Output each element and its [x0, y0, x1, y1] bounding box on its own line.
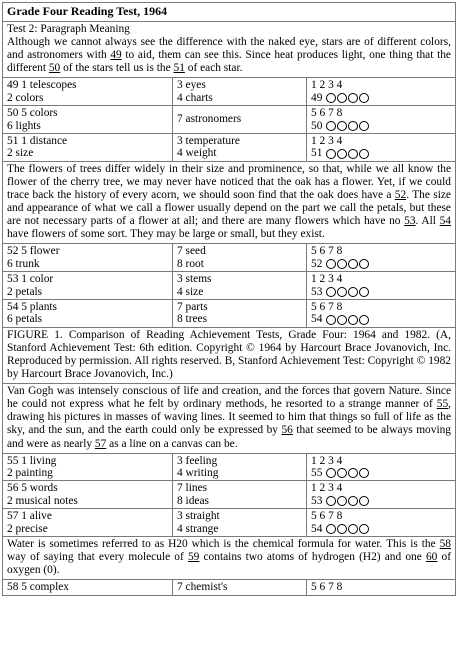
- answer-bubble[interactable]: [359, 259, 369, 269]
- answer-bubble[interactable]: [326, 287, 336, 297]
- option-text: 55 1 living: [7, 454, 57, 467]
- answer-bubble[interactable]: [359, 524, 369, 534]
- answer-bubble[interactable]: [348, 315, 358, 325]
- answer-bubble[interactable]: [337, 149, 347, 159]
- figure-caption: FIGURE 1. Comparison of Reading Achievement Tests, Grade Four: 1964 and 1982. (A, Stanford Achievement Test: 6th edition. Copyright © 1964 by Harcourt Brace Jovanovich, Inc. Reproduced by permission. All rights reserved. B, Stanford Achievement Test: Copyright © 1982 by Harcourt Brace Jovanovich, Inc.): [3, 328, 455, 384]
- answer-numbers: 1 2 3 4: [311, 135, 343, 147]
- answer-bubbles[interactable]: [326, 287, 370, 297]
- answer-bubble[interactable]: [326, 259, 336, 269]
- option-text: 6 petals: [7, 313, 43, 326]
- blank-49: 49: [110, 49, 122, 62]
- question-row-50: [3, 106, 455, 134]
- passage-4: Water is sometimes referred to as H20 which is the chemical formula for water. This is the 58 way of saying that every molecule of 59 contains two atoms of hydrogen (H2) and one 60 of oxygen (0).: [3, 537, 455, 580]
- option-text: 2 painting: [7, 467, 53, 480]
- answer-bubble[interactable]: [359, 496, 369, 506]
- question-number: 54: [311, 522, 323, 535]
- answer-bubble[interactable]: [348, 468, 358, 478]
- blank-56: 56: [281, 424, 293, 437]
- answer-bubble[interactable]: [337, 287, 347, 297]
- option-text: 7 chemist's: [177, 581, 228, 594]
- option-text: 49 1 telescopes: [7, 79, 77, 92]
- question-number: 53: [311, 494, 323, 507]
- answer-bubble[interactable]: [348, 259, 358, 269]
- answer-bubble[interactable]: [326, 121, 336, 131]
- option-text: 53 1 color: [7, 273, 54, 286]
- option-text: 50 5 colors: [7, 107, 58, 120]
- option-text: 2 precise: [7, 522, 48, 535]
- blank-58: 58: [439, 538, 451, 551]
- answer-numbers: 1 2 3 4: [311, 482, 343, 495]
- option-text: 4 strange: [177, 522, 219, 535]
- question-row-51: [3, 134, 455, 162]
- option-text: 7 astronomers: [177, 113, 242, 126]
- answer-bubble[interactable]: [326, 93, 336, 103]
- option-text: 8 ideas: [177, 494, 209, 507]
- answer-numbers: 1 2 3 4: [311, 273, 343, 286]
- question-row-58: [3, 580, 455, 594]
- answer-bubbles[interactable]: [326, 149, 370, 159]
- option-text: 6 lights: [7, 119, 41, 132]
- page-title: Grade Four Reading Test, 1964: [3, 3, 455, 22]
- answer-bubble[interactable]: [348, 496, 358, 506]
- answer-bubble[interactable]: [359, 468, 369, 478]
- option-text: 7 parts: [177, 301, 208, 313]
- answer-bubble[interactable]: [359, 121, 369, 131]
- question-row-57: [3, 509, 455, 537]
- option-text: 6 trunk: [7, 257, 40, 270]
- test-label: Test 2: Paragraph Meaning: [7, 23, 130, 35]
- question-number: 51: [311, 147, 323, 160]
- answer-bubble[interactable]: [348, 524, 358, 534]
- question-number: 49: [311, 91, 323, 104]
- question-number: 50: [311, 119, 323, 132]
- answer-numbers: 5 6 7 8: [311, 581, 343, 594]
- answer-bubble[interactable]: [359, 287, 369, 297]
- option-text: 2 petals: [7, 285, 43, 298]
- answer-bubble[interactable]: [337, 468, 347, 478]
- answer-bubble[interactable]: [337, 315, 347, 325]
- option-text: 3 stems: [177, 273, 212, 286]
- answer-bubble[interactable]: [337, 496, 347, 506]
- option-text: 3 feeling: [177, 454, 218, 467]
- question-number: 53: [311, 285, 323, 298]
- option-text: 4 size: [177, 285, 204, 298]
- answer-bubbles[interactable]: [326, 315, 370, 325]
- answer-bubble[interactable]: [337, 93, 347, 103]
- answer-numbers: 1 2 3 4: [311, 454, 343, 467]
- blank-57: 57: [94, 437, 107, 450]
- blank-60: 60: [425, 551, 438, 564]
- option-text: 4 weight: [177, 147, 217, 160]
- option-text: 56 5 words: [7, 482, 58, 495]
- answer-bubble[interactable]: [348, 93, 358, 103]
- answer-bubble[interactable]: [326, 315, 336, 325]
- question-row-52: [3, 244, 455, 272]
- blank-50: 50: [48, 62, 61, 75]
- passage-3: Van Gogh was intensely conscious of life and creation, and the forces that govern Nature. Since he could not express what he felt by ordinary methods, he resorted to a strange manner of 55, drawing his pictures in masses of waving lines. It seemed to him that things so full of life as the sky, and the sun, and the earth could only be expressed by 56 that seemed to be always moving and were as nearly 57 as a line on a canvas can be.: [3, 384, 455, 453]
- option-text: 3 straight: [177, 510, 220, 523]
- option-text: 2 musical notes: [7, 494, 78, 507]
- question-row-56: [3, 481, 455, 509]
- question-row-55: [3, 454, 455, 482]
- passage-2: The flowers of trees differ widely in their size and prominence, so that, while we all know the flower of the cherry tree, we may never have noticed that the oak has a flower. Yet, if we could trace back the history of every acorn, we should soon find that the oak does have a 52. The size and appearance of what we call a flower usually depend on the part we call the petals, but these are not necessary parts of a flower at all; and there are many flowers which have no 53. All 54 have flowers of some sort. They may be large or small, but they exist.: [3, 162, 455, 245]
- answer-bubble[interactable]: [326, 149, 336, 159]
- option-text: 8 root: [177, 257, 204, 270]
- option-text: 52 5 flower: [7, 245, 60, 258]
- option-text: 51 1 distance: [7, 135, 68, 147]
- option-text: 4 charts: [177, 91, 213, 104]
- answer-numbers: 5 6 7 8: [311, 510, 343, 523]
- answer-bubbles[interactable]: [326, 259, 370, 269]
- answer-bubble[interactable]: [326, 468, 336, 478]
- answer-numbers: 5 6 7 8: [311, 245, 343, 258]
- blank-59: 59: [187, 551, 200, 564]
- answer-numbers: 1 2 3 4: [311, 79, 343, 92]
- option-text: 58 5 complex: [7, 581, 70, 594]
- answer-bubble[interactable]: [348, 149, 358, 159]
- blank-53: 53: [404, 215, 416, 228]
- answer-bubble[interactable]: [337, 259, 347, 269]
- answer-bubble[interactable]: [359, 93, 369, 103]
- answer-bubble[interactable]: [326, 496, 336, 506]
- answer-bubbles[interactable]: [326, 524, 370, 534]
- answer-bubble[interactable]: [359, 149, 369, 159]
- answer-bubbles[interactable]: [326, 121, 370, 131]
- option-text: 7 seed: [177, 245, 206, 258]
- option-text: 3 temperature: [177, 135, 240, 147]
- answer-bubbles[interactable]: [326, 496, 370, 506]
- question-row-54: [3, 300, 455, 328]
- answer-numbers: 5 6 7 8: [311, 107, 343, 120]
- answer-bubble[interactable]: [359, 315, 369, 325]
- blank-52: 52: [394, 189, 407, 201]
- question-number: 54: [311, 313, 323, 326]
- answer-bubble[interactable]: [337, 121, 347, 131]
- answer-bubble[interactable]: [326, 524, 336, 534]
- question-number: 55: [311, 467, 323, 480]
- blank-54: 54: [439, 215, 451, 228]
- reading-test-page: [2, 2, 456, 596]
- blank-51: 51: [173, 62, 185, 75]
- answer-bubble[interactable]: [337, 524, 347, 534]
- option-text: 2 size: [7, 147, 34, 160]
- option-text: 7 lines: [177, 482, 208, 495]
- blank-55: 55: [436, 398, 449, 411]
- option-text: 57 1 alive: [7, 510, 52, 523]
- option-text: 3 eyes: [177, 79, 206, 92]
- option-text: 2 colors: [7, 91, 44, 104]
- answer-bubbles[interactable]: [326, 93, 370, 103]
- answer-numbers: 5 6 7 8: [311, 301, 343, 313]
- answer-bubbles[interactable]: [326, 468, 370, 478]
- question-number: 52: [311, 257, 323, 270]
- answer-bubble[interactable]: [348, 121, 358, 131]
- option-text: 8 trees: [177, 313, 208, 326]
- question-row-49: [3, 78, 455, 106]
- question-row-53: [3, 272, 455, 300]
- passage-1: Test 2: Paragraph Meaning Although we cannot always see the difference with the naked eye, stars are of different colors, and astronomers with 49 to aid, them can see this. Since heat produces light, one thing that the different 50 of the stars tell us is the 51 of each star.: [3, 22, 455, 78]
- option-text: 4 writing: [177, 467, 219, 480]
- answer-bubble[interactable]: [348, 287, 358, 297]
- option-text: 54 5 plants: [7, 301, 57, 313]
